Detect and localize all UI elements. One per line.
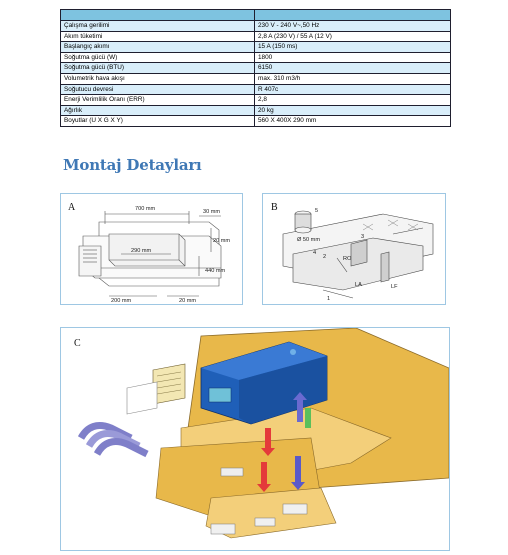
panel-c-installation [60,327,450,551]
table-cell-label: Başlangıç akımı [61,42,255,53]
table-cell-label: Enerji Verimlilik Oranı (ERR) [61,95,255,106]
panel-a-dimensions [60,193,243,305]
installation-drawing [61,328,449,550]
table-cell-label: Akım tüketimi [61,31,255,42]
dim-bottom-left: 200 mm [111,298,132,304]
table-row [61,42,451,53]
connection-drawing [263,194,445,304]
label-la: LA [355,282,362,288]
dim-bottom-right: 20 mm [179,298,197,304]
table-cell-value: 15 A (150 ms) [255,42,451,53]
panel-b-connections [262,193,446,305]
label-5: 5 [315,208,319,214]
table-cell-label: Çalışma gerilimi [61,21,255,32]
table-row [61,95,451,106]
table-row [61,73,451,84]
table-row [61,21,451,32]
table-cell-value: R 407c [255,84,451,95]
table-row [61,31,451,42]
dim-width-top: 700 mm [135,206,156,212]
table-cell-label: Ağırlık [61,105,255,116]
label-lf: LF [391,284,398,290]
panel-letter: A [68,202,76,213]
label-4: 4 [313,250,317,256]
dimension-drawing [61,194,242,304]
dim-depth-right: 440 mm [205,268,226,274]
specifications-table [60,9,451,127]
table-cell-label: Soğutma gücü (BTU) [61,63,255,74]
table-header-row [61,10,451,21]
table-cell-label: Soğutma gücü (W) [61,52,255,63]
section-title: Montaj Detayları [63,156,202,174]
panel-letter: B [271,202,278,213]
table-row [61,105,451,116]
table-cell-value [255,10,451,21]
dim-offset-top: 30 mm [203,209,221,215]
dim-inner: 290 mm [131,248,152,254]
label-3: 3 [361,234,365,240]
table-cell-value: 20 kg [255,105,451,116]
label-diameter: Ø 50 mm [297,237,321,243]
table-cell-value: 230 V - 240 V~,50 Hz [255,21,451,32]
table-cell-label: Boyutlar (U X G X Y) [61,116,255,127]
label-2: 2 [323,254,327,260]
label-ro: RO [343,256,352,262]
table-row [61,52,451,63]
table-cell-value: 6150 [255,63,451,74]
table-cell-value: 2,8 A (230 V) / 55 A (12 V) [255,31,451,42]
table-cell-label: Soğutucu devresi [61,84,255,95]
label-1: 1 [327,296,331,302]
table-row [61,84,451,95]
table-cell-value: 560 X 400X 290 mm [255,116,451,127]
panel-letter: C [74,338,81,349]
dim-height-right: 20 mm [213,238,231,244]
table-cell-value: max. 310 m3/h [255,73,451,84]
table-row [61,63,451,74]
table-cell-label: Volumetrik hava akışı [61,73,255,84]
table-cell-value: 2,8 [255,95,451,106]
table-cell-label [61,10,255,21]
table-cell-value: 1800 [255,52,451,63]
table-row [61,116,451,127]
